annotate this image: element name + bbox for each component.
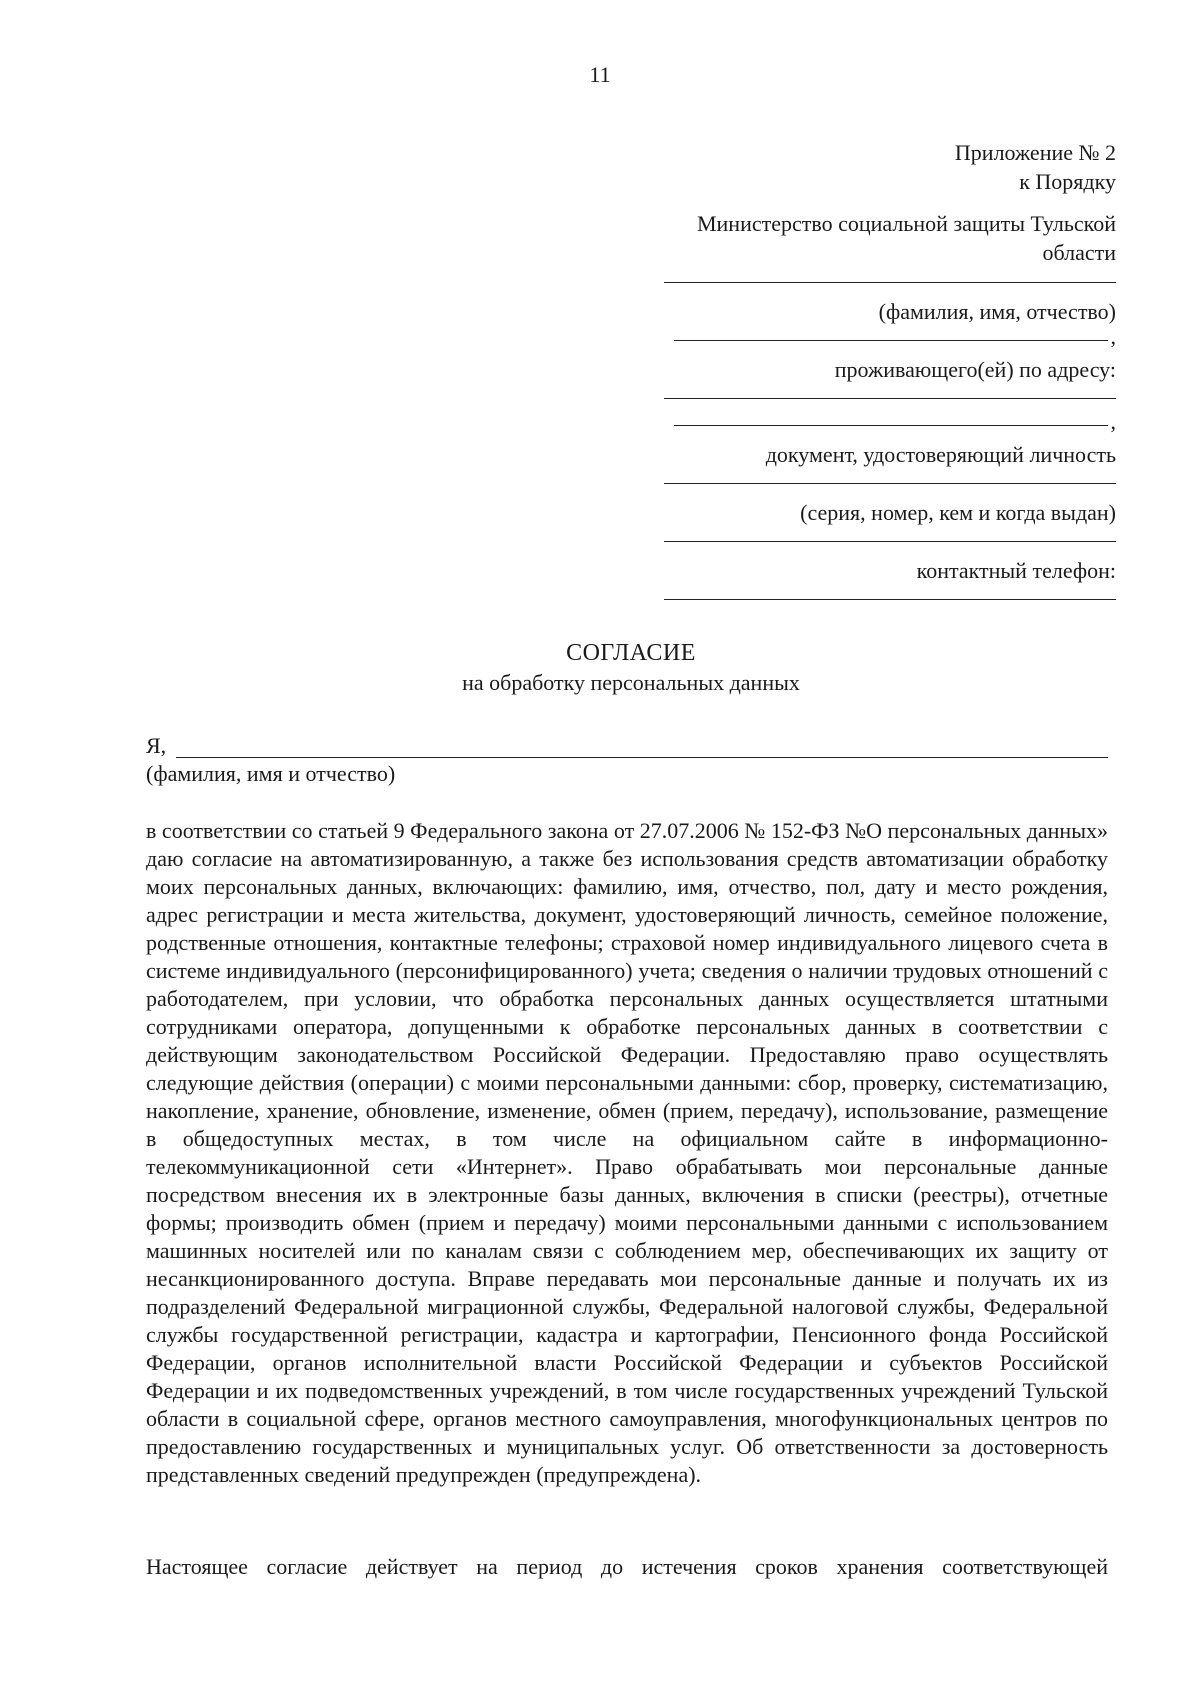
fio-continuation-field[interactable]: [664, 326, 1116, 355]
comma: ,: [1110, 409, 1116, 434]
ministry-name-line-1: Министерство социальной защиты Тульской: [696, 211, 1116, 236]
consent-paragraph-2: Настоящее согласие действует на период до истечения сроков хранения соответствующей: [146, 1554, 1108, 1579]
order-reference: к Порядку: [1019, 169, 1116, 194]
phone-underline: [664, 599, 1116, 600]
document-details-caption: (серия, номер, кем и когда выдан): [800, 500, 1116, 525]
appendix-header: [600, 138, 1116, 267]
document-underline: [664, 483, 1116, 484]
document-title: СОГЛАСИЕ: [566, 640, 696, 666]
ministry-name-line-2: области: [1042, 240, 1116, 265]
address-underline-2: [674, 425, 1108, 426]
address-caption: проживающего(ей) по адресу:: [834, 357, 1116, 382]
fio-continuation-underline: [674, 340, 1108, 341]
declarant-field[interactable]: [146, 733, 1108, 763]
fio-underline: [664, 282, 1116, 283]
address-field-line-1[interactable]: [664, 384, 1116, 413]
document-caption: документ, удостоверяющий личность: [765, 442, 1116, 467]
consent-paragraph-1: в соответствии со статьей 9 Федерального закона от 27.07.2006 № 152-ФЗ №О персональных данных» даю согласие на автоматизированную, а также без использования средств автоматизации обработку моих персональных данных, включающих: фамилию, имя, отчество, пол, дату и место рождения, адрес регистрации и места жительства, документ, удостоверяющий личность, семейное положение, родственные отношения, контактные телефоны; страховой номер индивидуального лицевого счета в системе индивидуального (персонифицированного) учета; сведения о наличии трудовых отношений с работодателем, при условии, что обработка персональных данных осуществляется штатными сотрудниками оператора, допущенными к обработке персональных данных в соответствии с действующим законодательством Российской Федерации. Предоставляю право осуществлять следующие действия (операции) с моими персональными данными: сбор, проверку, систематизацию, накопление, хранение, обновление, изменение, обмен (прием, передачу), использование, размещение в общедоступных местах, в том числе на официальном сайте в информационно-телекоммуникационной сети «Интернет». Право обрабатывать мои персональные данные посредством внесения их в электронные базы данных, включения в списки (реестры), отчетные формы; производить обмен (прием и передачу) моими персональными данными с использованием машинных носителей или по каналам связи с соблюдением мер, обеспечивающих их защиту от несанкционированного доступа. Вправе передавать мои персональные данные и получать их из подразделений Федеральной миграционной службы, Федеральной налоговой службы, Федеральной службы государственной регистрации, кадастра и картографии, Пенсионного фонда Российской Федерации, органов исполнительной власти Российской Федерации и субъектов Российской Федерации и их подведомственных учреждений, в том числе государственных учреждений Тульской области в социальной сфере, органов местного самоуправления, многофункциональных центров по предоставлению государственных и муниципальных услуг. Об ответственности за достоверность представленных сведений предупрежден (предупреждена).: [146, 818, 1108, 1487]
declarant-caption: (фамилия, имя и отчество): [146, 761, 396, 786]
declarant-underline: [176, 757, 1108, 758]
document-details-field[interactable]: [664, 527, 1116, 556]
phone-field[interactable]: [664, 585, 1116, 614]
page-number: 11: [589, 62, 611, 87]
document-field[interactable]: [664, 469, 1116, 498]
comma: ,: [1110, 324, 1116, 349]
document-subtitle: на обработку персональных данных: [462, 670, 800, 695]
address-underline-1: [664, 398, 1116, 399]
declarant-prefix: Я,: [146, 733, 167, 758]
applicant-fields: [664, 268, 1116, 614]
address-field-line-2[interactable]: [664, 411, 1116, 440]
appendix-label: Приложение № 2: [954, 140, 1116, 165]
fio-caption: (фамилия, имя, отчество): [878, 299, 1116, 324]
fio-field[interactable]: [664, 268, 1116, 297]
phone-caption: контактный телефон:: [916, 558, 1116, 583]
document-details-underline: [664, 541, 1116, 542]
